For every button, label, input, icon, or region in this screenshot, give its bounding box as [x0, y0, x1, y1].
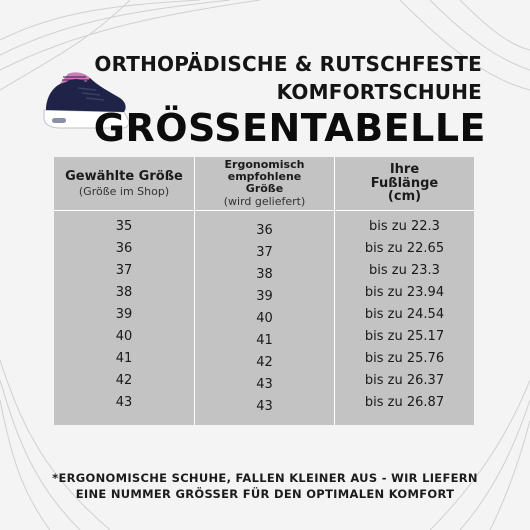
header-label: Gewählte Größe: [65, 168, 183, 184]
table-cell: 40: [115, 329, 133, 344]
table-cell: 36: [256, 223, 273, 238]
table-cell: 43: [256, 399, 273, 414]
footnote: [0, 470, 530, 502]
table-cell: 43: [256, 377, 273, 392]
title-line-2: KOMFORTSCHUHE: [276, 80, 482, 104]
table-cell: 41: [115, 351, 133, 366]
table-cell: 40: [256, 311, 273, 326]
column-recommended-size: [194, 157, 334, 425]
table-cell: 37: [256, 245, 273, 260]
page-title: GRÖSSENTABELLE: [93, 106, 486, 150]
header-label: Ergonomisch empfohlene Größe: [224, 158, 305, 195]
table-cell: 39: [256, 289, 273, 304]
table-cell: 38: [256, 267, 273, 282]
footnote-line-2: EINE NUMMER GRÖSSER FÜR DEN OPTIMALEN KOMFORT: [75, 487, 455, 501]
column-header: [195, 157, 334, 211]
table-cell: bis zu 25.17: [364, 329, 445, 344]
header-label: Ihre Fußlänge (cm): [370, 162, 439, 205]
table-cell: 41: [256, 333, 273, 348]
table-cell: 43: [115, 395, 133, 410]
table-cell: 36: [115, 241, 133, 256]
table-cell: 35: [115, 219, 133, 234]
table-cell: 42: [115, 373, 133, 388]
footnote-line-1: *ERGONOMISCHE SCHUHE, FALLEN KLEINER AUS - WIR LIEFERN: [52, 471, 478, 485]
table-cell: 39: [115, 307, 133, 322]
header-sublabel: (wird geliefert): [223, 195, 306, 209]
size-table: [54, 157, 474, 425]
table-cell: bis zu 22.3: [369, 219, 440, 234]
header-sublabel: (Größe im Shop): [78, 184, 170, 198]
table-cell: 38: [115, 285, 133, 300]
table-cell: bis zu 22.65: [364, 241, 445, 256]
table-cell: bis zu 26.87: [364, 395, 445, 410]
column-header: [54, 157, 194, 211]
column-chosen-size: [54, 157, 194, 425]
table-cell: bis zu 25.76: [364, 351, 445, 366]
column-header: [335, 157, 474, 211]
table-cell: 42: [256, 355, 273, 370]
table-cell: 37: [115, 263, 133, 278]
table-cell: bis zu 26.37: [364, 373, 445, 388]
column-foot-length: [334, 157, 474, 425]
table-cell: bis zu 23.3: [369, 263, 440, 278]
table-cell: bis zu 24.54: [364, 307, 445, 322]
title-line-1: ORTHOPÄDISCHE & RUTSCHFESTE: [94, 52, 482, 76]
table-cell: bis zu 23.94: [364, 285, 445, 300]
